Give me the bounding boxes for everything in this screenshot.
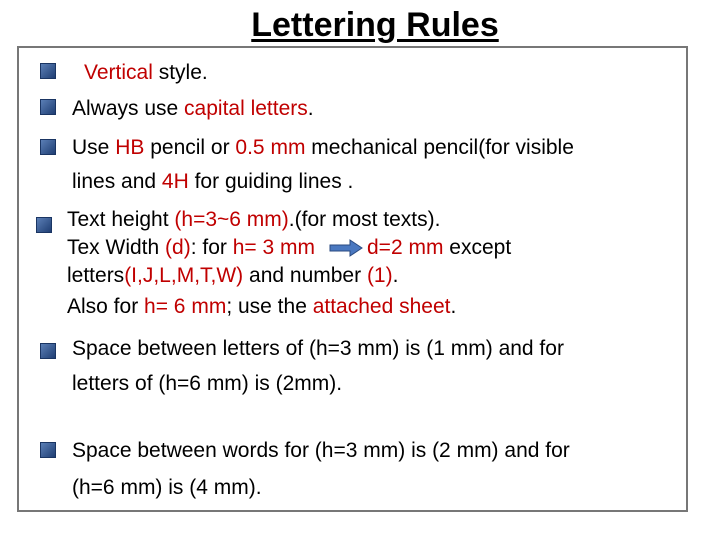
highlight-text: (d): [165, 236, 191, 259]
bullet-4-line-2: [67, 236, 511, 260]
text-run: Also for: [67, 295, 145, 318]
text-run: Use: [72, 136, 116, 159]
text-run: Space between letters of (h=3 mm) is (1 mm) and for: [72, 337, 564, 360]
bullet-square-icon: [36, 217, 52, 233]
text-run: and number: [243, 264, 367, 287]
highlight-text: 4H: [161, 170, 189, 193]
text-run: letters: [67, 264, 125, 287]
bullet-1-line-1: [84, 61, 208, 85]
text-run: .: [392, 264, 399, 287]
highlight-text: 0.5 mm: [235, 136, 306, 159]
text-run: (h=6 mm) is (4 mm).: [72, 476, 262, 499]
text-run: : for: [190, 236, 233, 259]
text-run: .: [450, 295, 457, 318]
text-run: Tex Width: [67, 236, 166, 259]
bullet-square-icon: [40, 63, 56, 79]
text-run: for guiding lines .: [188, 170, 354, 193]
text-run: Space between words for (h=3 mm) is (2 mm) and for: [72, 439, 570, 462]
highlight-text: (1): [366, 264, 393, 287]
text-run: Text height: [67, 208, 175, 231]
bullet-square-icon: [40, 343, 56, 359]
bullet-3-line-2: [72, 170, 353, 194]
text-run: .(for most texts).: [288, 208, 441, 231]
page-title: Lettering Rules: [251, 6, 499, 44]
bullet-square-icon: [40, 139, 56, 155]
bullet-4-line-4: [67, 295, 456, 319]
text-run: ; use the: [226, 295, 313, 318]
highlight-text: Vertical: [84, 61, 153, 84]
highlight-text: HB: [115, 136, 145, 159]
bullet-5-line-1: [72, 337, 564, 361]
bullet-5-line-2: [72, 372, 342, 396]
text-run: pencil or: [144, 136, 236, 159]
text-run: Always use: [72, 97, 185, 120]
right-arrow-icon: [329, 239, 363, 257]
highlight-text: (I,J,L,M,T,W): [124, 264, 244, 287]
highlight-text: d=2 mm: [367, 236, 444, 259]
bullet-4-line-3: [67, 264, 398, 288]
text-run: style.: [152, 61, 208, 84]
bullet-6-line-1: [72, 439, 570, 463]
bullet-4-line-1: [67, 208, 440, 232]
bullet-6-line-2: [72, 476, 262, 500]
text-run: mechanical pencil(for visible: [305, 136, 574, 159]
bullet-square-icon: [40, 442, 56, 458]
bullet-3-line-1: [72, 136, 574, 160]
highlight-text: h= 6 mm: [144, 295, 227, 318]
highlight-text: (h=3~6 mm): [174, 208, 289, 231]
text-run: lines and: [72, 170, 162, 193]
bullet-2-line-1: [72, 97, 314, 121]
bullet-square-icon: [40, 99, 56, 115]
highlight-text: capital letters: [184, 97, 308, 120]
text-run: letters of (h=6 mm) is (2mm).: [72, 372, 343, 395]
highlight-text: attached sheet: [312, 295, 451, 318]
highlight-text: h= 3 mm: [232, 236, 315, 259]
text-run: .: [307, 97, 314, 120]
text-run: except: [443, 236, 512, 259]
